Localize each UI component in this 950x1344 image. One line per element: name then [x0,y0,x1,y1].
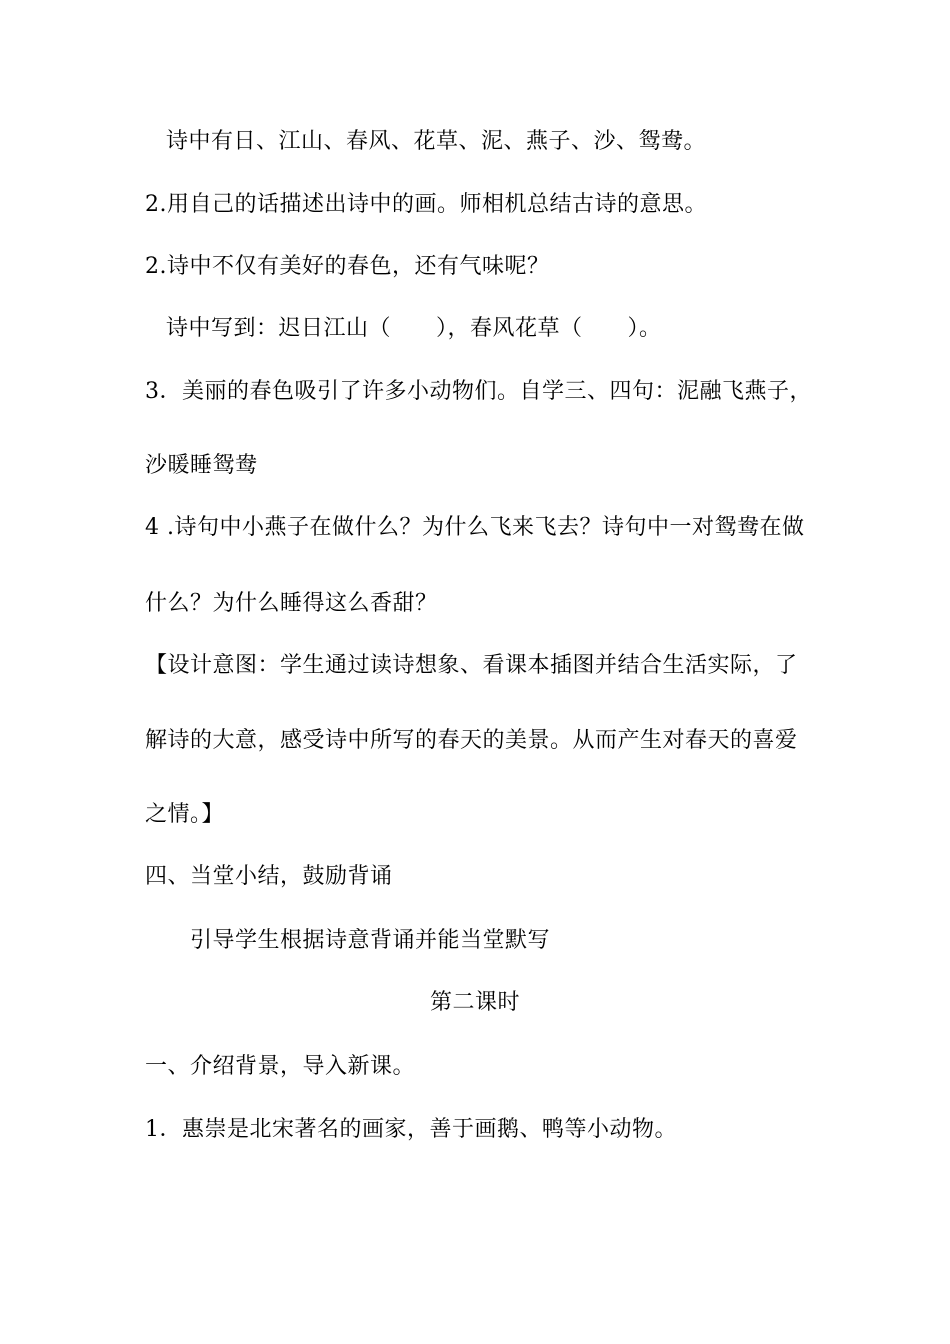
paragraph-design-intent-end: 之情。】 [145,802,225,827]
paragraph-step-3-cont: 沙暖睡鸳鸯 [145,453,258,478]
paragraph-step-2-describe: 2.用自己的话描述出诗中的画。师相机总结古诗的意思。 [145,192,707,217]
paragraph-step-4-cont: 什么？为什么睡得这么香甜？ [145,591,438,616]
paragraph-design-intent-cont: 解诗的大意，感受诗中所写的春天的美景。从而产生对春天的喜爱 [145,728,798,753]
paragraph-recite: 引导学生根据诗意背诵并能当堂默写 [190,928,551,953]
paragraph-step-3: 3．美丽的春色吸引了许多小动物们。自学三、四句：泥融飞燕子， [145,379,812,404]
paragraph-step-4: 4 .诗句中小燕子在做什么？为什么飞来飞去？诗句中一对鸳鸯在做 [145,515,805,540]
paragraph-step-2-smell: 2.诗中不仅有美好的春色，还有气味呢？ [145,254,550,279]
paragraph-fill-blank: 诗中写到：迟日江山（ ），春风花草（ ）。 [166,316,662,341]
lesson-heading-second: 第二课时 [429,990,520,1015]
section-heading-summary: 四、当堂小结，鼓励背诵 [145,864,393,889]
paragraph-design-intent: 【设计意图：学生通过读诗想象、看课本插图并结合生活实际，了 [145,653,798,678]
paragraph-huichong: 1．惠崇是北宋著名的画家，善于画鹅、鸭等小动物。 [145,1117,677,1142]
paragraph-poem-elements: 诗中有日、江山、春风、花草、泥、燕子、沙、鸳鸯。 [166,129,707,154]
section-heading-background: 一、介绍背景，导入新课。 [145,1054,416,1079]
